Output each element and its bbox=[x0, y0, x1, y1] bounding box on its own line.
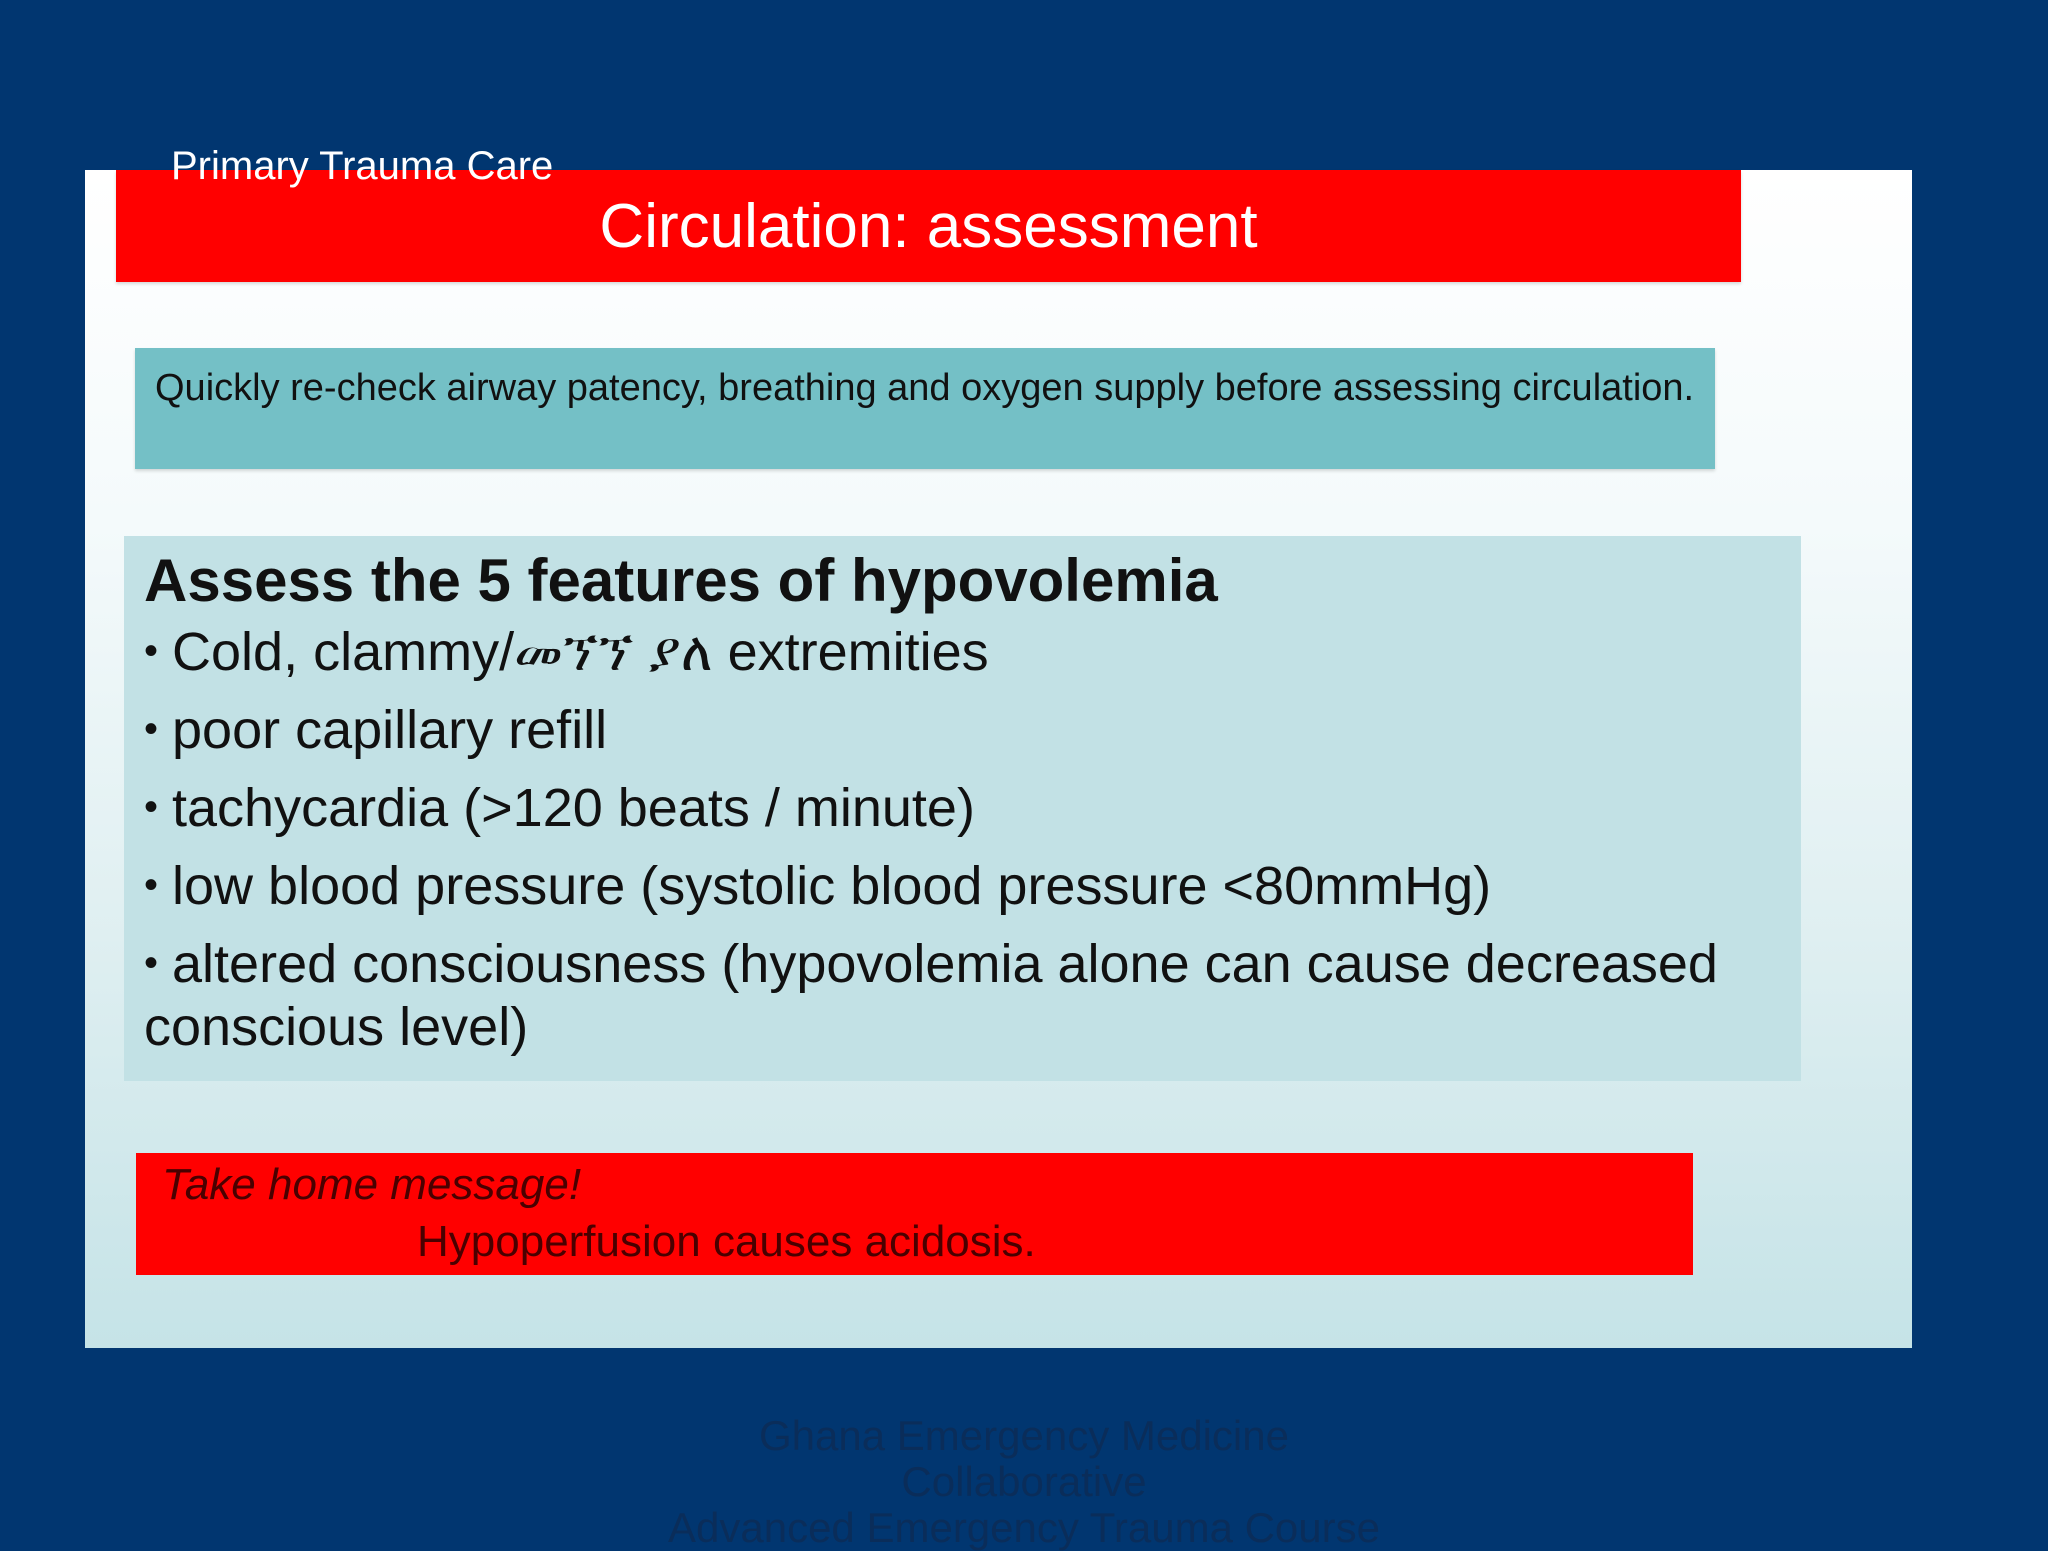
feature-text: tachycardia (>120 beats / minute) bbox=[172, 778, 975, 838]
note-box bbox=[135, 348, 1715, 469]
take-home-message-box bbox=[136, 1153, 1693, 1275]
features-heading: Assess the 5 features of hypovolemia bbox=[144, 547, 1218, 614]
feature-list bbox=[144, 620, 1781, 1059]
feature-item bbox=[144, 620, 1781, 684]
take-home-text: Hypoperfusion causes acidosis. bbox=[417, 1217, 1036, 1266]
bullet-icon: • bbox=[144, 863, 159, 907]
note-text: Quickly re-check airway patency, breathing and oxygen supply before assessing circulation. bbox=[155, 367, 1695, 409]
footer bbox=[0, 1413, 2048, 1551]
footer-line: Collaborative bbox=[901, 1458, 1147, 1505]
take-home-label: Take home message! bbox=[162, 1160, 582, 1209]
feature-text: poor capillary refill bbox=[172, 700, 608, 760]
slide-subtitle-cut: Primary Trauma Care bbox=[171, 144, 554, 188]
slide-title: Circulation: assessment bbox=[599, 192, 1258, 261]
bullet-icon: • bbox=[144, 785, 159, 829]
feature-text: altered consciousness (hypovolemia alone can cause decreased conscious level) bbox=[144, 934, 1718, 1057]
feature-text: low blood pressure (systolic blood pressure <80mmHg) bbox=[172, 856, 1492, 916]
feature-item bbox=[144, 932, 1781, 1059]
footer-line: Advanced Emergency Trauma Course bbox=[667, 1504, 1380, 1551]
feature-text: Cold, clammy/መኘኘ ያለ extremities bbox=[172, 622, 989, 682]
features-box bbox=[124, 536, 1801, 1081]
feature-item bbox=[144, 776, 1781, 840]
feature-item bbox=[144, 854, 1781, 918]
feature-item bbox=[144, 698, 1781, 762]
title-bar bbox=[116, 144, 1741, 282]
bullet-icon: • bbox=[144, 707, 159, 751]
bullet-icon: • bbox=[144, 629, 159, 673]
slide bbox=[85, 144, 1912, 1348]
footer-line: Ghana Emergency Medicine bbox=[759, 1412, 1289, 1459]
bullet-icon: • bbox=[144, 941, 159, 985]
